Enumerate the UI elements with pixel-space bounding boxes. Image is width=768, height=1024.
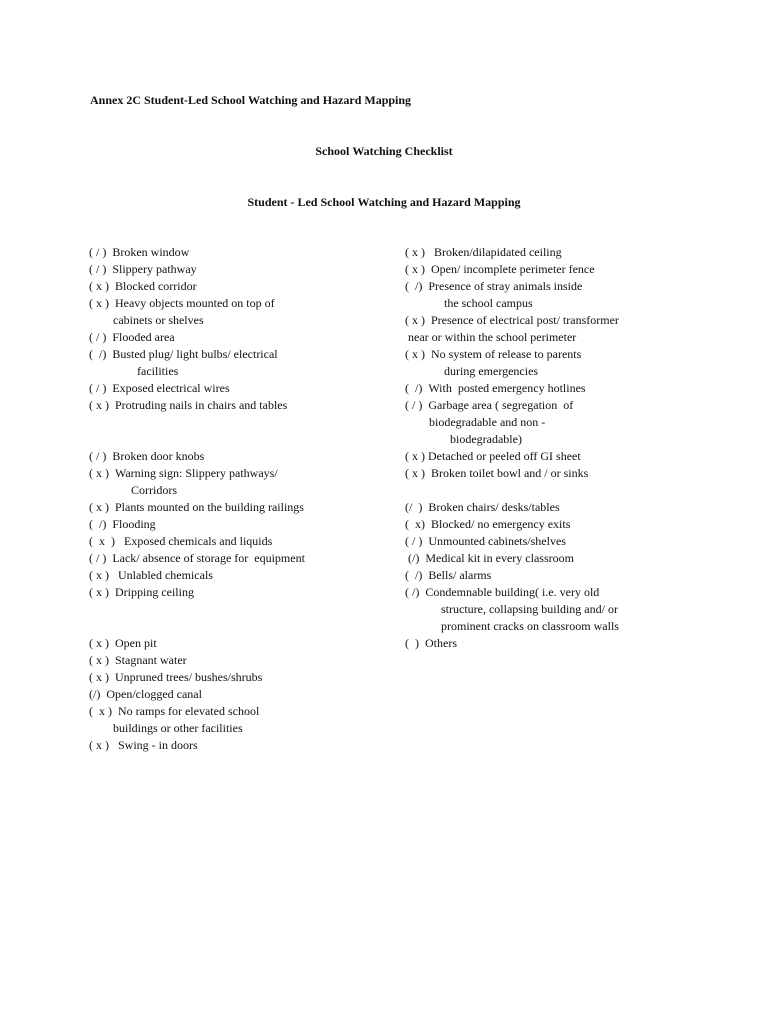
checklist-line: (/) Medical kit in every classroom [405,551,574,565]
checklist-line: ( / ) Broken window [89,245,190,259]
checklist-line: Corridors [89,483,177,497]
line-spacer [89,414,389,431]
checklist-line: ( /) Flooding [89,517,156,531]
left-checklist-column [89,244,389,754]
checklist-line: ( x ) Detached or peeled off GI sheet [405,449,581,463]
checklist-line: ( /) Presence of stray animals inside [405,279,583,293]
checklist-title: School Watching Checklist [315,144,453,158]
checklist-line: ( x ) Broken toilet bowl and / or sinks [405,466,589,480]
checklist-line: biodegradable and non - [405,415,546,429]
checklist-line: ( / ) Garbage area ( segregation of [405,398,574,412]
annex-title: Annex 2C Student-Led School Watching and Hazard Mapping [90,93,412,107]
checklist-line: ( / ) Exposed electrical wires [89,381,230,395]
checklist-subtitle: Student - Led School Watching and Hazard Mapping [247,195,521,209]
checklist-line: the school campus [405,296,533,310]
checklist-line: ( x ) No ramps for elevated school [89,704,260,718]
checklist-line: ( / ) Broken door knobs [89,449,205,463]
checklist-line: ( x ) Open/ incomplete perimeter fence [405,262,595,276]
checklist-line: structure, collapsing building and/ or [405,602,618,616]
checklist-line: (/ ) Broken chairs/ desks/tables [405,500,560,514]
checklist-line: ( x ) Swing - in doors [89,738,198,752]
checklist-line: ( x ) Broken/dilapidated ceiling [405,245,562,259]
checklist-line: ( / ) Unmounted cabinets/shelves [405,534,566,548]
checklist-line: ( x) Blocked/ no emergency exits [405,517,571,531]
checklist-line: ( x ) Protruding nails in chairs and tables [89,398,288,412]
checklist-line: ( /) With posted emergency hotlines [405,381,586,395]
checklist-line: ( / ) Flooded area [89,330,175,344]
checklist-line: buildings or other facilities [89,721,243,735]
checklist-line: ( x ) Unlabled chemicals [89,568,213,582]
checklist-line: ( /) Bells/ alarms [405,568,492,582]
checklist-line: ( x ) No system of release to parents [405,347,582,361]
checklist-line: ( x ) Open pit [89,636,157,650]
checklist-line: ( /) Condemnable building( i.e. very old [405,585,600,599]
checklist-line: ( x ) Warning sign: Slippery pathways/ [89,466,278,480]
checklist-line: ( ) Others [405,636,457,650]
checklist-line: biodegradable) [405,432,522,446]
checklist-line: (/) Open/clogged canal [89,687,202,701]
checklist-line: ( x ) Plants mounted on the building railings [89,500,304,514]
checklist-line: prominent cracks on classroom walls [405,619,619,633]
checklist-line: during emergencies [405,364,539,378]
right-checklist-column [405,244,705,652]
line-spacer [89,601,389,618]
checklist-line: ( / ) Slippery pathway [89,262,197,276]
checklist-line: ( x ) Exposed chemicals and liquids [89,534,273,548]
line-spacer [405,482,705,499]
checklist-line: near or within the school perimeter [405,330,577,344]
checklist-line: ( x ) Presence of electrical post/ transformer [405,313,619,327]
checklist-line: ( / ) Lack/ absence of storage for equipment [89,551,305,565]
checklist-line: facilities [89,364,179,378]
checklist-line: cabinets or shelves [89,313,204,327]
line-spacer [89,618,389,635]
checklist-line: ( x ) Unpruned trees/ bushes/shrubs [89,670,263,684]
line-spacer [89,431,389,448]
checklist-line: ( x ) Dripping ceiling [89,585,194,599]
checklist-line: ( x ) Stagnant water [89,653,187,667]
checklist-line: ( /) Busted plug/ light bulbs/ electrical [89,347,278,361]
checklist-line: ( x ) Heavy objects mounted on top of [89,296,275,310]
checklist-line: ( x ) Blocked corridor [89,279,197,293]
